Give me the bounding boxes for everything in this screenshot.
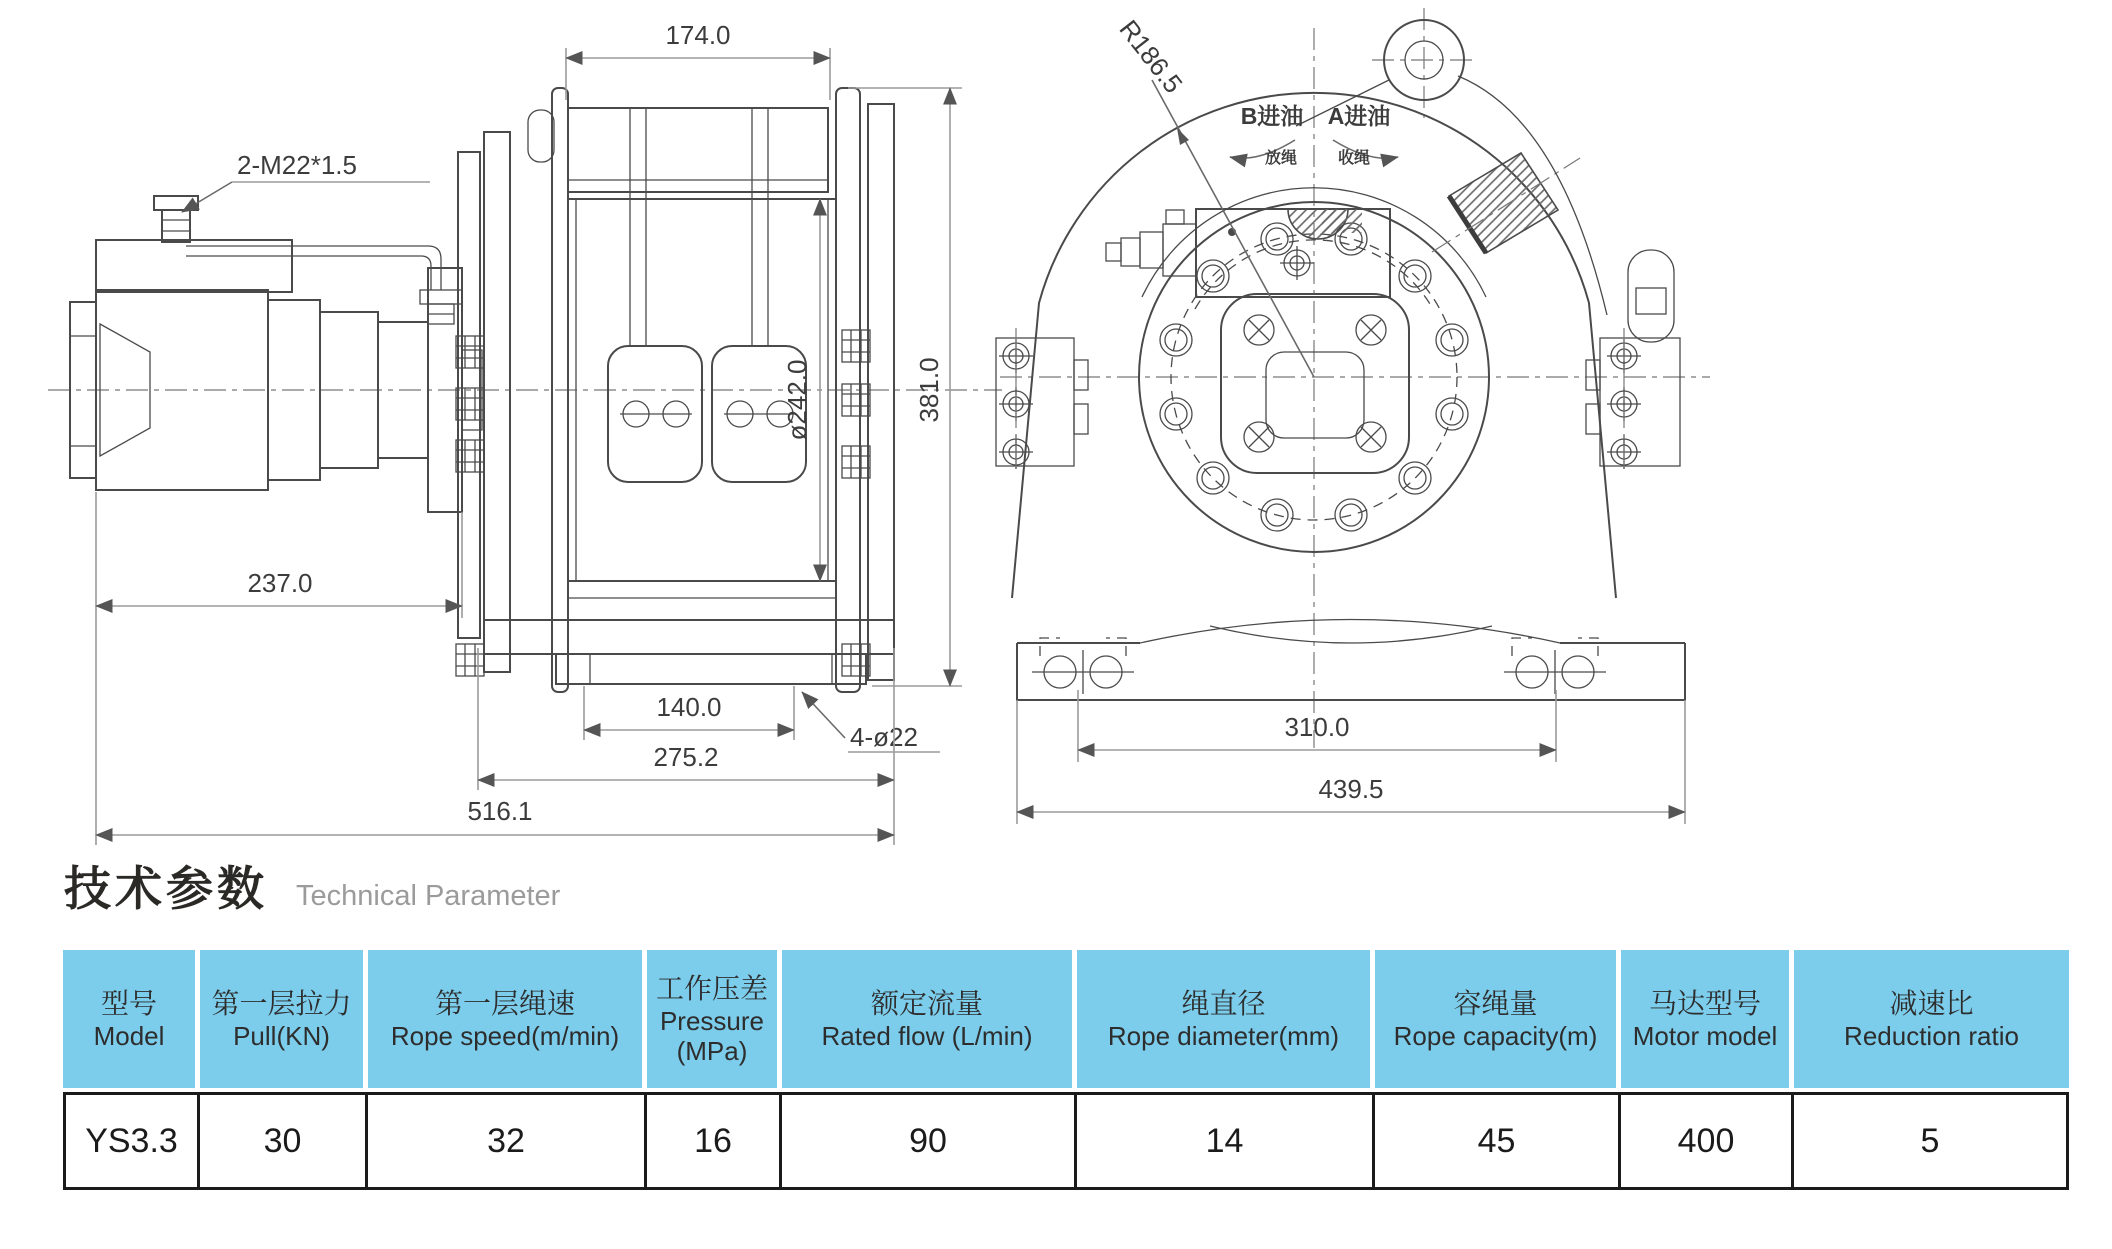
cell-rope-diameter: 14 (1077, 1092, 1375, 1190)
section-title (64, 852, 560, 919)
header-rope-speed: 第一层绳速 Rope speed(m/min) (368, 950, 647, 1088)
dim-overall-length: 516.1 (467, 796, 533, 826)
rope-guide-plate (1432, 153, 1580, 253)
lifting-lug (1296, 20, 1607, 315)
dim-mount-holes: 4-ø22 (850, 722, 918, 752)
header-reduction-ratio: 减速比 Reduction ratio (1794, 950, 2069, 1088)
side-view-dimensions (96, 20, 962, 845)
cell-rated-flow: 90 (782, 1092, 1077, 1190)
side-view (48, 20, 1002, 845)
base-plate (1017, 620, 1685, 701)
port-b-label: B进油 (1240, 103, 1304, 129)
header-rope-diameter: 绳直径 Rope diameter(mm) (1077, 950, 1375, 1088)
header-pressure: 工作压差 Pressure (MPa) (647, 950, 782, 1088)
rope-out-label: 放绳 (1264, 150, 1298, 167)
cell-pull: 30 (200, 1092, 368, 1190)
dim-foot-spacing: 140.0 (656, 692, 722, 722)
cell-reduction-ratio: 5 (1794, 1092, 2069, 1190)
dim-top-width: 174.0 (665, 20, 731, 50)
cell-motor-model: 400 (1621, 1092, 1794, 1190)
header-motor-model: 马达型号 Motor model (1621, 950, 1794, 1088)
dim-overall-height: 381.0 (914, 357, 944, 423)
table-header-row (63, 950, 2069, 1088)
front-view-dimensions (1017, 14, 1685, 824)
dim-overall-width: 439.5 (1318, 774, 1384, 804)
header-pull: 第一层拉力 Pull(KN) (200, 950, 368, 1088)
dim-motor-length: 237.0 (247, 568, 313, 598)
dim-pipe-thread: 2-M22*1.5 (237, 150, 357, 180)
cell-model: YS3.3 (63, 1092, 200, 1190)
cell-rope-speed: 32 (368, 1092, 647, 1190)
side-brackets (996, 250, 1680, 472)
rope-in-label: 收绳 (1337, 150, 1371, 167)
section-title-zh: 技术参数 (64, 862, 268, 915)
dim-foot-span: 310.0 (1284, 712, 1350, 742)
hydraulic-motor (70, 196, 482, 512)
cell-rope-capacity: 45 (1375, 1092, 1621, 1190)
front-view (996, 8, 1710, 824)
header-rope-capacity: 容绳量 Rope capacity(m) (1375, 950, 1621, 1088)
dim-base-width: 275.2 (653, 742, 719, 772)
dim-radius: R186.5 (1113, 14, 1189, 99)
header-rated-flow: 额定流量 Rated flow (L/min) (782, 950, 1077, 1088)
technical-parameter-table (63, 950, 2069, 1190)
section-title-en: Technical Parameter (296, 880, 561, 912)
cell-pressure: 16 (647, 1092, 782, 1190)
dim-drum-diameter: ø242.0 (782, 359, 812, 441)
header-model: 型号 Model (63, 950, 200, 1088)
port-a-label: A进油 (1327, 103, 1391, 129)
table-data-row (63, 1092, 2069, 1190)
